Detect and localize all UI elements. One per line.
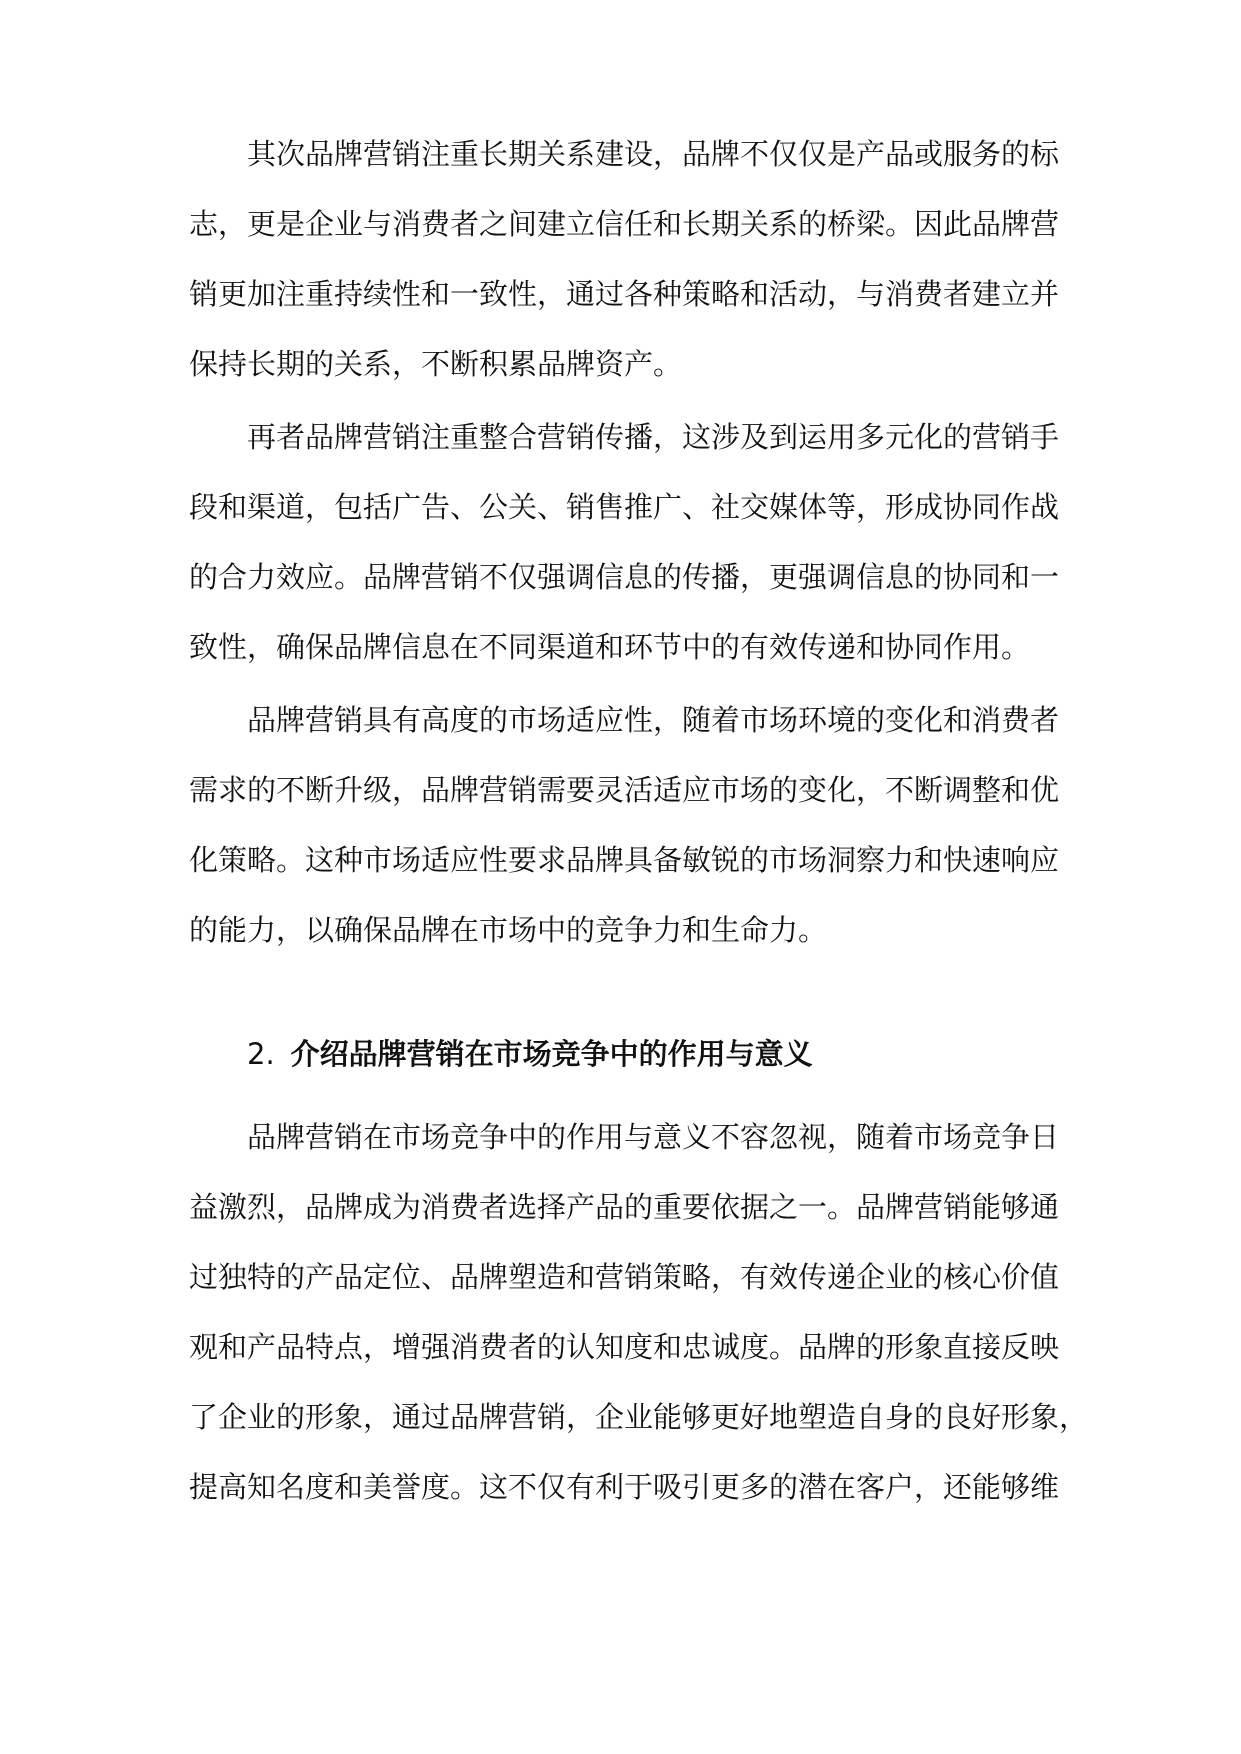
paragraph-3-line-1: 品牌营销具有高度的市场适应性，随着市场环境的变化和消费者 [247, 703, 1060, 737]
paragraph-1-line-4: 保持长期的关系，不断积累品牌资产。 [189, 347, 683, 381]
section-paragraph-line-1: 品牌营销在市场竞争中的作用与意义不容忽视，随着市场竞争日 [247, 1120, 1060, 1154]
paragraph-3-line-2: 需求的不断升级，品牌营销需要灵活适应市场的变化，不断调整和优 [189, 773, 1060, 807]
section-paragraph-line-5: 了企业的形象，通过品牌营销，企业能够更好地塑造自身的良好形象， [189, 1400, 1089, 1434]
paragraph-2-line-4: 致性，确保品牌信息在不同渠道和环节中的有效传递和协同作用。 [189, 630, 1031, 664]
section-paragraph-line-6: 提高知名度和美誉度。这不仅有利于吸引更多的潜在客户，还能够维 [189, 1470, 1060, 1504]
paragraph-2-line-1: 再者品牌营销注重整合营销传播，这涉及到运用多元化的营销手 [247, 420, 1060, 454]
section-paragraph-line-2: 益激烈，品牌成为消费者选择产品的重要依据之一。品牌营销能够通 [189, 1190, 1060, 1224]
paragraph-2-line-3: 的合力效应。品牌营销不仅强调信息的传播，更强调信息的协同和一 [189, 560, 1060, 594]
paragraph-3-line-4: 的能力，以确保品牌在市场中的竞争力和生命力。 [189, 913, 828, 947]
paragraph-1-line-1: 其次品牌营销注重长期关系建设，品牌不仅仅是产品或服务的标 [247, 137, 1060, 171]
paragraph-2-line-2: 段和渠道，包括广告、公关、销售推广、社交媒体等，形成协同作战 [189, 490, 1060, 524]
section-heading [247, 1024, 1047, 1084]
section-paragraph-line-3: 过独特的产品定位、品牌塑造和营销策略，有效传递企业的核心价值 [189, 1260, 1060, 1294]
paragraph-1-line-3: 销更加注重持续性和一致性，通过各种策略和活动，与消费者建立并 [189, 277, 1060, 311]
section-number: 2. [247, 1037, 275, 1071]
paragraph-1-line-2: 志，更是企业与消费者之间建立信任和长期关系的桥梁。因此品牌营 [189, 207, 1060, 241]
section-paragraph-line-4: 观和产品特点，增强消费者的认知度和忠诚度。品牌的形象直接反映 [189, 1330, 1060, 1364]
section-title: 介绍品牌营销在市场竞争中的作用与意义 [290, 1037, 813, 1071]
paragraph-3-line-3: 化策略。这种市场适应性要求品牌具备敏锐的市场洞察力和快速响应 [189, 843, 1060, 877]
